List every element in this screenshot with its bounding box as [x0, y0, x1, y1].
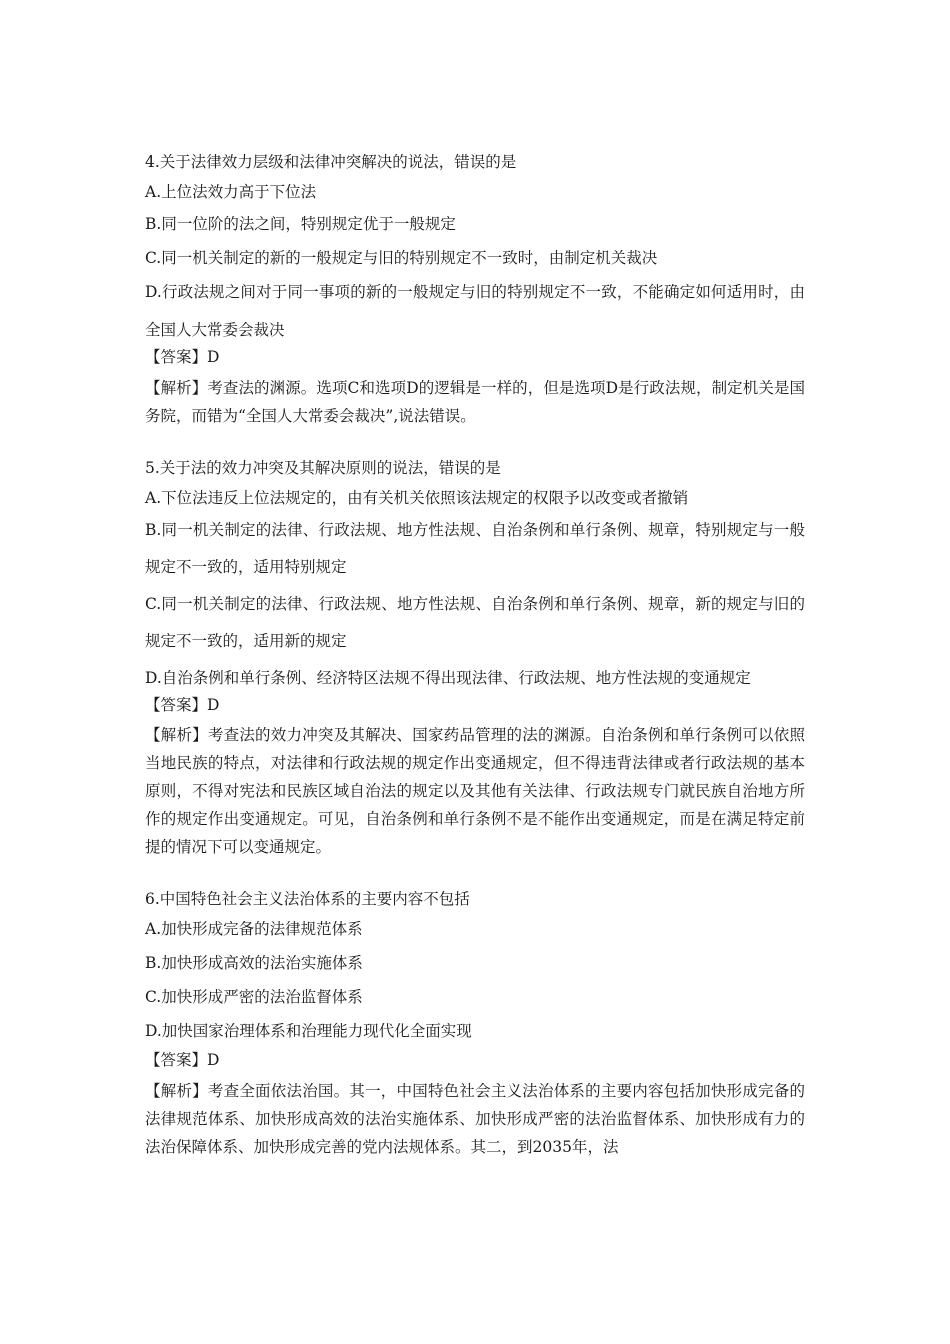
- analysis: 【解析】考查法的渊源。选项C和选项D的逻辑是一样的，但是选项D是行政法规，制定机关是国务院，而错为“全国人大常委会裁决”,说法错误。: [145, 379, 805, 425]
- option-c: C.同一机关制定的新的一般规定与旧的特别规定不一致时，由制定机关裁决: [145, 249, 658, 267]
- question-stem: 4.关于法律效力层级和法律冲突解决的说法，错误的是: [145, 153, 517, 171]
- option-b: B.同一位阶的法之间，特别规定优于一般规定: [145, 215, 456, 233]
- answer: 【答案】D: [145, 1051, 220, 1069]
- option-c: C.同一机关制定的法律、行政法规、地方性法规、自治条例和单行条例、规章，新的规定与旧的规定不一致的，适用新的规定: [145, 595, 805, 650]
- question-stem: 6.中国特色社会主义法治体系的主要内容不包括: [145, 890, 470, 908]
- answer: 【答案】D: [145, 696, 220, 714]
- document-page: [145, 150, 805, 1161]
- option-a: A.加快形成完备的法律规范体系: [145, 920, 363, 938]
- question-6: [145, 887, 805, 1161]
- option-c: C.加快形成严密的法治监督体系: [145, 988, 363, 1006]
- analysis: 【解析】考查全面依法治国。其一，中国特色社会主义法治体系的主要内容包括加快形成完备的法律规范体系、加快形成高效的法治实施体系、加快形成严密的法治监督体系、加快形成有力的法治保障体系、加快形成完善的党内法规体系。其二，到2035年，法: [145, 1082, 805, 1156]
- option-b: B.加快形成高效的法治实施体系: [145, 954, 363, 972]
- option-d: D.行政法规之间对于同一事项的新的一般规定与旧的特别规定不一致，不能确定如何适用时，由全国人大常委会裁决: [145, 283, 805, 339]
- option-d: D.自治条例和单行条例、经济特区法规不得出现法律、行政法规、地方性法规的变通规定: [145, 669, 751, 687]
- question-4: [145, 150, 805, 430]
- option-b: B.同一机关制定的法律、行政法规、地方性法规、自治条例和单行条例、规章，特别规定与一般规定不一致的，适用特别规定: [145, 521, 805, 576]
- question-stem: 5.关于法的效力冲突及其解决原则的说法，错误的是: [145, 459, 501, 477]
- option-d: D.加快国家治理体系和治理能力现代化全面实现: [145, 1022, 472, 1040]
- question-5: [145, 456, 805, 861]
- option-a: A.上位法效力高于下位法: [145, 183, 317, 201]
- option-a: A.下位法违反上位法规定的，由有关机关依照该法规定的权限予以改变或者撤销: [145, 489, 689, 507]
- analysis: 【解析】考查法的效力冲突及其解决、国家药品管理的法的渊源。自治条例和单行条例可以依照当地民族的特点，对法律和行政法规的规定作出变通规定，但不得违背法律或者行政法规的基本原则，不得对宪法和民族区域自治法的规定以及其他有关法律、行政法规专门就民族自治地方所作的规定作出变通规定。可见，自治条例和单行条例不是不能作出变通规定，而是在满足特定前提的情况下可以变通规定。: [145, 726, 805, 856]
- answer: 【答案】D: [145, 348, 220, 366]
